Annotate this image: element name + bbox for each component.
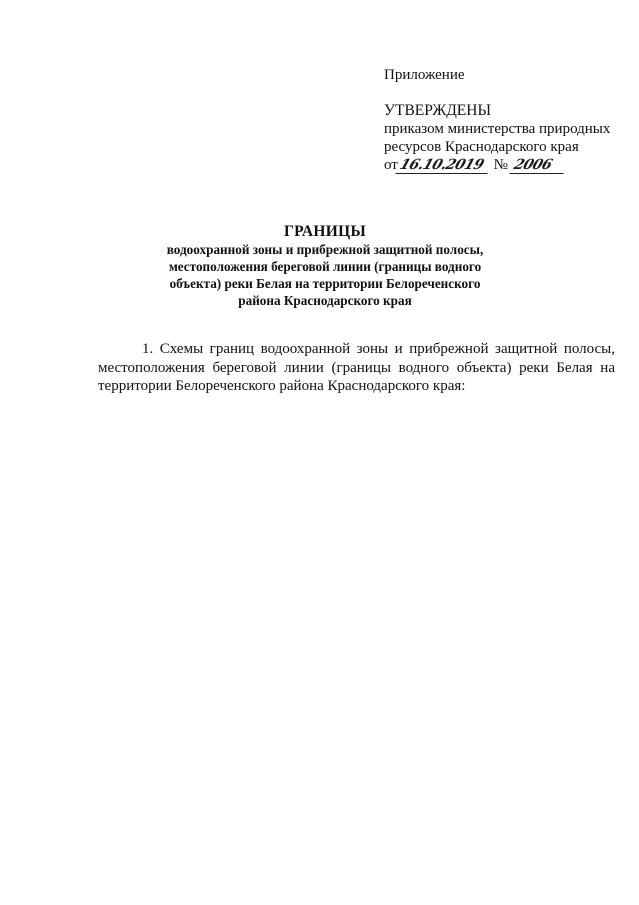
title-line-3: объекта) реки Белая на территории Белореченского [169, 276, 481, 291]
date-prefix: от [384, 157, 398, 173]
date-number-line [384, 156, 634, 174]
body-paragraph-1: 1. Схемы границ водоохранной зоны и прибрежной защитной полосы, местоположения береговой линии (границы водного объекта) реки Белая на территории Белореченского района Краснодарского края: [98, 341, 615, 394]
approval-stamp-block [384, 66, 634, 174]
document-title: ГРАНИЦЫ [283, 223, 367, 240]
number-sign: № [493, 157, 508, 173]
issuer-line-2: ресурсов Краснодарского края [384, 139, 579, 155]
issuer-line-1: приказом министерства природных [384, 121, 611, 137]
title-line-2: местоположения береговой линии (границы водного [168, 259, 482, 274]
handwritten-date: 16.10.2019 [395, 158, 492, 174]
title-line-4: района Краснодарского края [238, 293, 412, 308]
handwritten-order-number: 2006 [509, 158, 568, 174]
title-line-1: водоохранной зоны и прибрежной защитной полосы, [166, 242, 484, 257]
approved-heading: УТВЕРЖДЕНЫ [384, 102, 491, 119]
document-title-block [150, 223, 500, 309]
appendix-label: Приложение [384, 67, 465, 83]
